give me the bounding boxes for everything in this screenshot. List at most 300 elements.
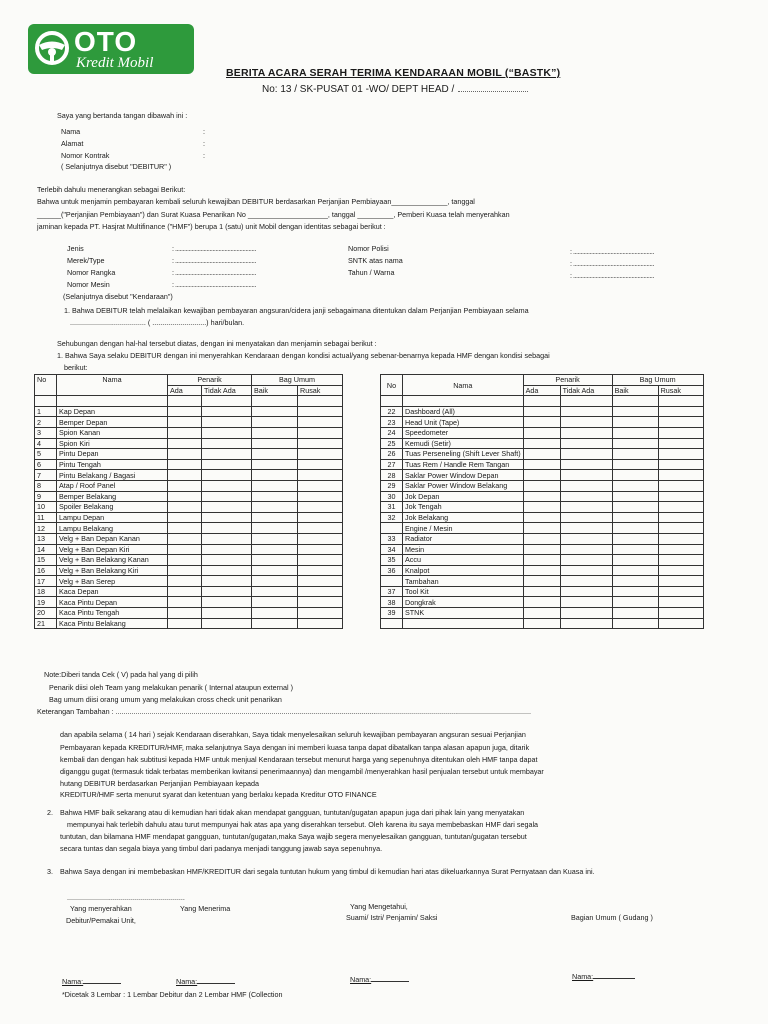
check-cell[interactable]	[560, 491, 612, 502]
check-cell[interactable]	[202, 533, 252, 544]
check-cell[interactable]	[202, 523, 252, 534]
check-cell[interactable]	[560, 608, 612, 619]
check-cell[interactable]	[612, 608, 658, 619]
check-cell[interactable]	[658, 470, 703, 481]
check-cell[interactable]	[298, 533, 343, 544]
check-cell[interactable]	[202, 470, 252, 481]
check-cell[interactable]	[523, 555, 560, 566]
para2-line6: KREDITUR/HMF serta menurut syarat dan ketentuan yang berlaku kepada Kreditur OTO FINANCE	[60, 790, 377, 799]
check-cell[interactable]	[560, 449, 612, 460]
para2-line1: dan apabila selama ( 14 hari ) sejak Kendaraan diserahkan, Saya tidak menyelesaikan seluruh kewajiban pembayaran angsuran sesuai Perjanjian	[60, 730, 526, 739]
check-cell[interactable]	[202, 491, 252, 502]
check-cell[interactable]	[168, 427, 202, 438]
document-number: No: 13 / SK-PUSAT 01 -WO/ DEPT HEAD /	[262, 84, 528, 95]
check-cell[interactable]	[560, 555, 612, 566]
item-number: 31	[381, 502, 403, 513]
check-cell[interactable]	[612, 565, 658, 576]
label-mesin: Nomor Mesin	[67, 280, 110, 289]
check-cell[interactable]	[298, 417, 343, 428]
check-cell[interactable]	[202, 608, 252, 619]
check-cell[interactable]	[202, 406, 252, 417]
para1-line1: Terlebih dahulu menerangkan sebagai Berikut:	[37, 185, 186, 194]
check-cell[interactable]	[523, 533, 560, 544]
label-stnk: SNTK atas nama	[348, 256, 403, 265]
check-cell[interactable]	[168, 438, 202, 449]
check-cell[interactable]	[202, 449, 252, 460]
item-name: Kaca Pintu Belakang	[57, 618, 168, 629]
item-name: Mesin	[403, 544, 524, 555]
check-cell[interactable]	[202, 480, 252, 491]
check-cell[interactable]	[612, 480, 658, 491]
check-cell[interactable]	[560, 480, 612, 491]
table-row	[35, 406, 704, 417]
check-cell[interactable]	[612, 523, 658, 534]
table-gap	[343, 375, 381, 396]
item-number: 23	[381, 417, 403, 428]
check-cell[interactable]	[298, 618, 343, 629]
check-cell[interactable]	[612, 597, 658, 608]
check-cell[interactable]	[298, 480, 343, 491]
check-cell[interactable]	[523, 491, 560, 502]
table-header-row	[35, 375, 704, 386]
item-number: 10	[35, 502, 57, 513]
header-penarik: Penarik	[168, 375, 252, 386]
item-number: 8	[35, 480, 57, 491]
table-gap	[343, 555, 381, 566]
check-cell[interactable]	[168, 406, 202, 417]
check-cell[interactable]	[252, 491, 298, 502]
item-name: Jok Belakang	[403, 512, 524, 523]
check-cell[interactable]	[202, 459, 252, 470]
check-cell[interactable]	[168, 523, 202, 534]
check-cell[interactable]	[298, 459, 343, 470]
field-polisi: : ......................................................	[570, 247, 654, 256]
table-row	[35, 544, 704, 555]
check-cell[interactable]	[658, 576, 703, 587]
check-cell[interactable]	[612, 491, 658, 502]
note-line1: Note:Diberi tanda Cek ( V) pada hal yang di pilih	[44, 670, 198, 679]
item-name: Kaca Pintu Depan	[57, 597, 168, 608]
item-name	[403, 618, 524, 629]
check-cell[interactable]	[202, 597, 252, 608]
check-cell[interactable]	[252, 449, 298, 460]
check-cell[interactable]	[560, 565, 612, 576]
check-cell[interactable]	[202, 438, 252, 449]
field-stnk: : ......................................................	[570, 259, 654, 268]
item-name: Lampu Belakang	[57, 523, 168, 534]
check-cell[interactable]	[202, 512, 252, 523]
para2-line2: Pembayaran kepada KREDITUR/HMF, maka selanjutnya Saya dengan ini memberi kuasa tanpa dapat dibatalkan tanpa alasan apapun juga, ditarik	[60, 743, 530, 752]
check-cell[interactable]	[298, 586, 343, 597]
sehubungan-line1: Sehubungan dengan hal-hal tersebut diatas, dengan ini menyatakan dan menjamin sebagai berikut :	[57, 339, 377, 348]
point3-number: 3.	[47, 867, 53, 876]
check-cell[interactable]	[612, 502, 658, 513]
item-name: Accu	[403, 555, 524, 566]
check-cell[interactable]	[298, 406, 343, 417]
para2-line3: kembali dan dengan hak subtitusi kepada HMF untuk menjual Kendaraan tersebut menurut harga yang sepenuhnya ditentukan oleh HMF tanpa dapat	[60, 755, 538, 764]
header-baik: Baik	[612, 385, 658, 396]
table-row	[35, 438, 704, 449]
nama-line-1: Nama:	[62, 977, 121, 986]
check-cell[interactable]	[202, 417, 252, 428]
item-name: Tool Kit	[403, 586, 524, 597]
check-cell[interactable]	[252, 597, 298, 608]
field-rangka: : ......................................................	[172, 268, 256, 277]
footer-note: *Dicetak 3 Lembar : 1 Lembar Debitur dan 2 Lembar HMF (Collection	[62, 990, 283, 999]
check-cell[interactable]	[658, 502, 703, 513]
check-cell[interactable]	[658, 417, 703, 428]
table-row	[35, 618, 704, 629]
check-cell[interactable]	[523, 597, 560, 608]
check-cell[interactable]	[168, 544, 202, 555]
check-cell[interactable]	[298, 523, 343, 534]
item-number: 7	[35, 470, 57, 481]
check-cell[interactable]	[202, 618, 252, 629]
signer-yang-menyerahkan: Yang menyerahkan	[70, 904, 132, 913]
check-cell[interactable]	[168, 576, 202, 587]
check-cell[interactable]	[168, 512, 202, 523]
item-name: Jok Depan	[403, 491, 524, 502]
check-cell[interactable]	[560, 544, 612, 555]
table-gap	[343, 533, 381, 544]
table-row	[35, 586, 704, 597]
header-ada: Ada	[523, 385, 560, 396]
point2-line4: secara tuntas dan segala biaya yang timbul dari padanya menjadi tanggung jawab saya sepenuhnya.	[60, 844, 383, 853]
check-cell[interactable]	[658, 544, 703, 555]
item-name: Velg + Ban Belakang Kiri	[57, 565, 168, 576]
check-cell[interactable]	[560, 427, 612, 438]
check-cell[interactable]	[612, 618, 658, 629]
check-cell[interactable]	[612, 406, 658, 417]
check-cell[interactable]	[168, 449, 202, 460]
item-name: Knalpot	[403, 565, 524, 576]
check-cell[interactable]	[168, 480, 202, 491]
item-name: Spoiler Belakang	[57, 502, 168, 513]
check-cell[interactable]	[202, 544, 252, 555]
item-name: Bemper Belakang	[57, 491, 168, 502]
check-cell[interactable]	[612, 427, 658, 438]
check-cell[interactable]	[612, 533, 658, 544]
oto-logo	[28, 24, 194, 74]
item-number: 6	[35, 459, 57, 470]
check-cell[interactable]	[658, 586, 703, 597]
item-number: 29	[381, 480, 403, 491]
check-cell[interactable]	[252, 470, 298, 481]
check-cell[interactable]	[612, 544, 658, 555]
check-cell[interactable]	[298, 470, 343, 481]
table-gap	[343, 565, 381, 576]
check-cell[interactable]	[612, 438, 658, 449]
point3-line1: Bahwa Saya dengan ini membebaskan HMF/KREDITUR dari segala tuntutan hukum yang timbul di kemudian hari atas dikeluarkannya Surat Pernyataan dan Kuasa ini.	[60, 867, 595, 876]
check-cell[interactable]	[298, 576, 343, 587]
check-cell[interactable]	[560, 597, 612, 608]
label-nama: Nama	[61, 127, 81, 136]
check-cell[interactable]	[168, 608, 202, 619]
check-cell[interactable]	[658, 406, 703, 417]
para2-line4: diganggu gugat (termasuk tidak terbatas memberikan kwitansi penerimaannya) dan mengambil /menyerahkan hasil penjualan tersebut untuk membayar	[60, 767, 544, 776]
check-cell[interactable]	[252, 427, 298, 438]
field-mesin: : ......................................................	[172, 280, 256, 289]
check-cell[interactable]	[560, 406, 612, 417]
check-cell[interactable]	[523, 417, 560, 428]
check-cell[interactable]	[252, 544, 298, 555]
check-cell[interactable]	[612, 459, 658, 470]
check-cell[interactable]	[252, 586, 298, 597]
check-cell[interactable]	[523, 438, 560, 449]
check-cell[interactable]	[523, 608, 560, 619]
item-name: Engine / Mesin	[403, 523, 524, 534]
logo-brand: OTO	[74, 26, 138, 57]
field-jenis: : ......................................................	[172, 244, 256, 253]
table-row	[35, 470, 704, 481]
signer-yang-menerima: Yang Menerima	[180, 904, 231, 913]
item-number: 11	[35, 512, 57, 523]
table-gap	[343, 618, 381, 629]
colon: :	[203, 151, 205, 160]
table-gap	[343, 427, 381, 438]
check-cell[interactable]	[168, 533, 202, 544]
check-cell[interactable]	[252, 618, 298, 629]
check-cell[interactable]	[560, 459, 612, 470]
check-cell[interactable]	[252, 576, 298, 587]
item-number: 17	[35, 576, 57, 587]
item-number: 39	[381, 608, 403, 619]
check-cell[interactable]	[202, 576, 252, 587]
check-cell[interactable]	[168, 565, 202, 576]
item-number: 32	[381, 512, 403, 523]
para1-line3: ______("Perjanjian Pembiayaan") dan Surat Kuasa Penarikan No ____________________, tanggal _________, Pemberi Kuasa telah menyerahkan	[37, 210, 510, 219]
check-cell[interactable]	[658, 438, 703, 449]
item-name: Tuas Rem / Handle Rem Tangan	[403, 459, 524, 470]
check-cell[interactable]	[298, 449, 343, 460]
point2-line3: tuntutan, dan bilamana HMF mendapat gangguan, tuntutan/gugatan,maka Saya wajib segera menyelesaikan gangguan, tuntutan/gugatan tersebut	[60, 832, 527, 841]
header-no: No	[35, 375, 57, 396]
item-number: 27	[381, 459, 403, 470]
item-name: Radiator	[403, 533, 524, 544]
item-name: Kap Depan	[57, 406, 168, 417]
table-row	[35, 608, 704, 619]
check-cell[interactable]	[658, 427, 703, 438]
check-cell[interactable]	[523, 480, 560, 491]
item-number: 12	[35, 523, 57, 534]
table-row	[35, 576, 704, 587]
check-cell[interactable]	[168, 502, 202, 513]
check-cell[interactable]	[612, 555, 658, 566]
check-cell[interactable]	[202, 502, 252, 513]
check-cell[interactable]	[298, 555, 343, 566]
check-cell[interactable]	[523, 512, 560, 523]
table-gap	[343, 417, 381, 428]
check-cell[interactable]	[523, 576, 560, 587]
check-cell[interactable]	[560, 502, 612, 513]
check-cell[interactable]	[252, 565, 298, 576]
check-cell[interactable]	[612, 417, 658, 428]
item-name: Tambahan	[403, 576, 524, 587]
check-cell[interactable]	[658, 449, 703, 460]
check-cell[interactable]	[523, 586, 560, 597]
check-cell[interactable]	[298, 512, 343, 523]
item-number: 37	[381, 586, 403, 597]
note-line3: Bag umum diisi orang umum yang melakukan cross check unit penarikan	[49, 695, 282, 704]
check-cell[interactable]	[252, 417, 298, 428]
check-cell[interactable]	[612, 512, 658, 523]
check-cell[interactable]	[658, 459, 703, 470]
header-rusak: Rusak	[658, 385, 703, 396]
check-cell[interactable]	[298, 427, 343, 438]
item-number: 36	[381, 565, 403, 576]
label-alamat: Alamat	[61, 139, 84, 148]
check-cell[interactable]	[168, 586, 202, 597]
item-number: 25	[381, 438, 403, 449]
check-cell[interactable]	[658, 555, 703, 566]
check-cell[interactable]	[612, 586, 658, 597]
check-cell[interactable]	[560, 470, 612, 481]
check-cell[interactable]	[658, 597, 703, 608]
header-tidak-ada: Tidak Ada	[560, 385, 612, 396]
item-name: Kemudi (Setir)	[403, 438, 524, 449]
logo-subtitle: Kredit Mobil	[76, 55, 154, 71]
header-rusak: Rusak	[298, 385, 343, 396]
check-cell[interactable]	[252, 502, 298, 513]
header-baik: Baik	[252, 385, 298, 396]
check-cell[interactable]	[168, 618, 202, 629]
check-cell[interactable]	[298, 491, 343, 502]
check-cell[interactable]	[523, 618, 560, 629]
check-cell[interactable]	[523, 406, 560, 417]
item-number: 9	[35, 491, 57, 502]
check-cell[interactable]	[252, 555, 298, 566]
table-gap	[343, 470, 381, 481]
check-cell[interactable]	[560, 618, 612, 629]
item-name: Saklar Power Window Depan	[403, 470, 524, 481]
point2-line1: Bahwa HMF baik sekarang atau di kemudian hari tidak akan mendapat gangguan, tuntutan/gugatan apapun juga dari pihak lain yang menyatakan	[60, 808, 525, 817]
check-cell[interactable]	[658, 523, 703, 534]
item-number: 18	[35, 586, 57, 597]
check-cell[interactable]	[612, 470, 658, 481]
check-cell[interactable]	[252, 438, 298, 449]
item-name: Jok Tengah	[403, 502, 524, 513]
check-cell[interactable]	[658, 491, 703, 502]
table-gap	[343, 449, 381, 460]
check-cell[interactable]	[202, 565, 252, 576]
check-cell[interactable]	[560, 533, 612, 544]
check-cell[interactable]	[202, 586, 252, 597]
signer-bagian-umum: Bagian Umum ( Gudang )	[571, 913, 653, 922]
check-cell[interactable]	[612, 576, 658, 587]
para1-line4: jaminan kepada PT. Hasjrat Multifinance ("HMF") berupa 1 (satu) unit Mobil dengan identitas sebagai berikut :	[37, 222, 386, 231]
table-row	[35, 449, 704, 460]
signer-suami-istri: Suami/ Istri/ Penjamin/ Saksi	[346, 913, 438, 922]
item-number	[381, 618, 403, 629]
check-cell[interactable]	[560, 438, 612, 449]
check-cell[interactable]	[612, 449, 658, 460]
label-rangka: Nomor Rangka	[67, 268, 116, 277]
item-name: Kaca Pintu Tengah	[57, 608, 168, 619]
item-name: Atap / Roof Panel	[57, 480, 168, 491]
check-cell[interactable]	[658, 480, 703, 491]
table-gap	[343, 459, 381, 470]
check-cell[interactable]	[298, 608, 343, 619]
item-name: Dongkrak	[403, 597, 524, 608]
check-cell[interactable]	[252, 512, 298, 523]
check-cell[interactable]	[252, 480, 298, 491]
header-bag-umum: Bag Umum	[252, 375, 343, 386]
signer-yang-mengetahui: Yang Mengetahui,	[350, 902, 408, 911]
check-cell[interactable]	[202, 427, 252, 438]
check-cell[interactable]	[658, 533, 703, 544]
check-cell[interactable]	[168, 417, 202, 428]
point1-line1: 1. Bahwa DEBITUR telah melalaikan kewajiban pembayaran angsuran/cidera janji sebagaimana ditentukan dalam Perjanjian Pembiayaan selama	[64, 306, 529, 315]
check-cell[interactable]	[560, 586, 612, 597]
check-cell[interactable]	[523, 449, 560, 460]
check-cell[interactable]	[252, 608, 298, 619]
check-cell[interactable]	[168, 470, 202, 481]
check-cell[interactable]	[298, 565, 343, 576]
check-cell[interactable]	[523, 523, 560, 534]
intro-text: Saya yang bertanda tangan dibawah ini :	[57, 111, 188, 120]
signature-dots: ...........................................................	[67, 893, 185, 902]
check-cell[interactable]	[252, 523, 298, 534]
label-tahun: Tahun / Warna	[348, 268, 395, 277]
check-cell[interactable]	[658, 512, 703, 523]
check-cell[interactable]	[252, 406, 298, 417]
point2-line2: mempunyai hak terlebih dahulu atau turut mempunyai hak atas apa yang diserahkan tersebut. Oleh karena itu saya membebaskan HMF dari segala	[67, 820, 539, 829]
check-cell[interactable]	[658, 565, 703, 576]
item-name: Velg + Ban Depan Kiri	[57, 544, 168, 555]
field-tahun: : ......................................................	[570, 271, 654, 280]
check-cell[interactable]	[523, 502, 560, 513]
item-number: 14	[35, 544, 57, 555]
check-cell[interactable]	[168, 555, 202, 566]
item-name: Speedometer	[403, 427, 524, 438]
check-cell[interactable]	[523, 427, 560, 438]
check-cell[interactable]	[298, 438, 343, 449]
table-row	[35, 597, 704, 608]
check-cell[interactable]	[168, 491, 202, 502]
check-cell[interactable]	[298, 502, 343, 513]
check-cell[interactable]	[298, 597, 343, 608]
table-gap	[343, 512, 381, 523]
check-cell[interactable]	[202, 555, 252, 566]
check-cell[interactable]	[523, 544, 560, 555]
header-penarik: Penarik	[523, 375, 612, 386]
check-cell[interactable]	[298, 544, 343, 555]
check-cell[interactable]	[560, 576, 612, 587]
check-cell[interactable]	[168, 459, 202, 470]
check-cell[interactable]	[252, 459, 298, 470]
check-cell[interactable]	[560, 512, 612, 523]
table-row	[35, 555, 704, 566]
item-name: Velg + Ban Depan Kanan	[57, 533, 168, 544]
check-cell[interactable]	[560, 417, 612, 428]
item-name: Kaca Depan	[57, 586, 168, 597]
item-name: Pintu Tengah	[57, 459, 168, 470]
check-cell[interactable]	[658, 608, 703, 619]
item-number: 19	[35, 597, 57, 608]
item-name: Spion Kanan	[57, 427, 168, 438]
item-name: Head Unit (Tape)	[403, 417, 524, 428]
header-tidak-ada: Tidak Ada	[202, 385, 252, 396]
check-cell[interactable]	[560, 523, 612, 534]
check-cell[interactable]	[658, 618, 703, 629]
table-row	[35, 491, 704, 502]
check-cell[interactable]	[523, 565, 560, 576]
check-cell[interactable]	[523, 459, 560, 470]
table-row	[35, 512, 704, 523]
check-cell[interactable]	[168, 597, 202, 608]
check-cell[interactable]	[523, 470, 560, 481]
check-cell[interactable]	[252, 533, 298, 544]
